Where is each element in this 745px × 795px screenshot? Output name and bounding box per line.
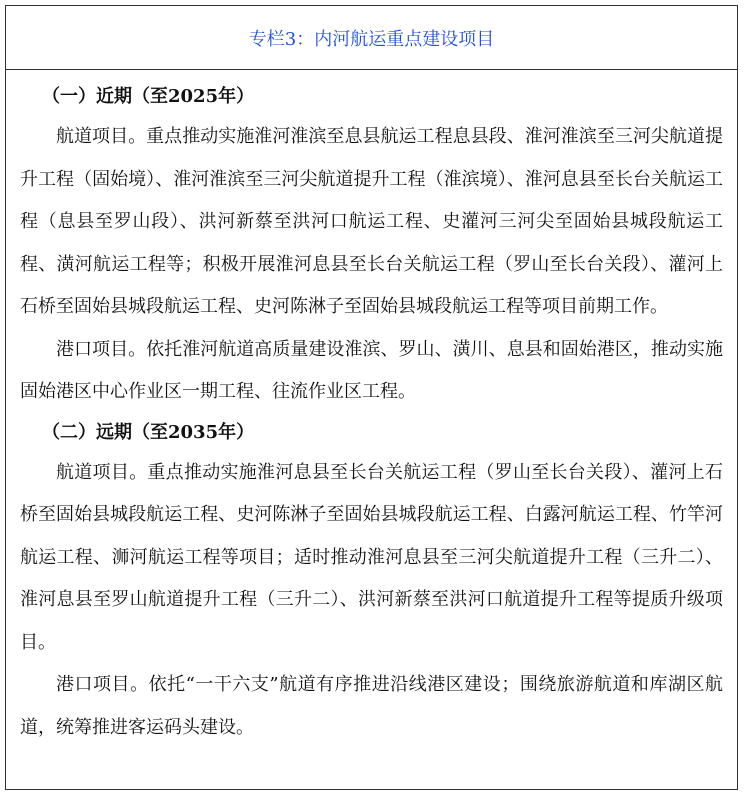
section-near-term xyxy=(20,78,723,414)
section-heading-long-term: （二）远期（至2035年） xyxy=(42,421,255,443)
section-heading-near-term: （一）近期（至2025年） xyxy=(42,86,255,107)
paragraph-long-term-port: 港口项目。依托“一干六支”航道有序推进沿线港区建设；围绕旅游航道和库湖区航道，统筹推进客运码头建设。 xyxy=(20,674,723,738)
paragraph-near-term-port: 港口项目。依托淮河航道高质量建设淮滨、罗山、潢川、息县和固始港区，推动实施固始港区中心作业区一期工程、往流作业区工程。 xyxy=(20,338,723,402)
section-long-term xyxy=(20,414,723,750)
column-box xyxy=(5,5,738,790)
column-title: 专栏3：内河航运重点建设项目 xyxy=(6,6,737,70)
paragraph-long-term-waterway: 航道项目。重点推动实施淮河息县至长台关航运工程（罗山至长台关段）、灌河上石桥至固始县城段航运工程、史河陈淋子至固始县城段航运工程、白露河航运工程、竹竿河航运工程、浉河航运工程等项目；适时推动淮河息县至三河尖航道提升工程（三升二）、淮河息县至罗山航道提升工程（三升二）、洪河新蔡至洪河口航道提升工程等提质升级项目。 xyxy=(20,461,723,653)
paragraph-near-term-waterway: 航道项目。重点推动实施淮河淮滨至息县航运工程息县段、淮河淮滨至三河尖航道提升工程（固始境）、淮河淮滨至三河尖航道提升工程（淮滨境）、淮河息县至长台关航运工程（息县至罗山段）、洪河新蔡至洪河口航运工程、史灌河三河尖至固始县城段航运工程、潢河航运工程等；积极开展淮河息县至长台关航运工程（罗山至长台关段）、灌河上石桥至固始县城段航运工程、史河陈淋子至固始县城段航运工程等项目前期工作。 xyxy=(20,126,723,317)
column-content xyxy=(6,70,737,749)
